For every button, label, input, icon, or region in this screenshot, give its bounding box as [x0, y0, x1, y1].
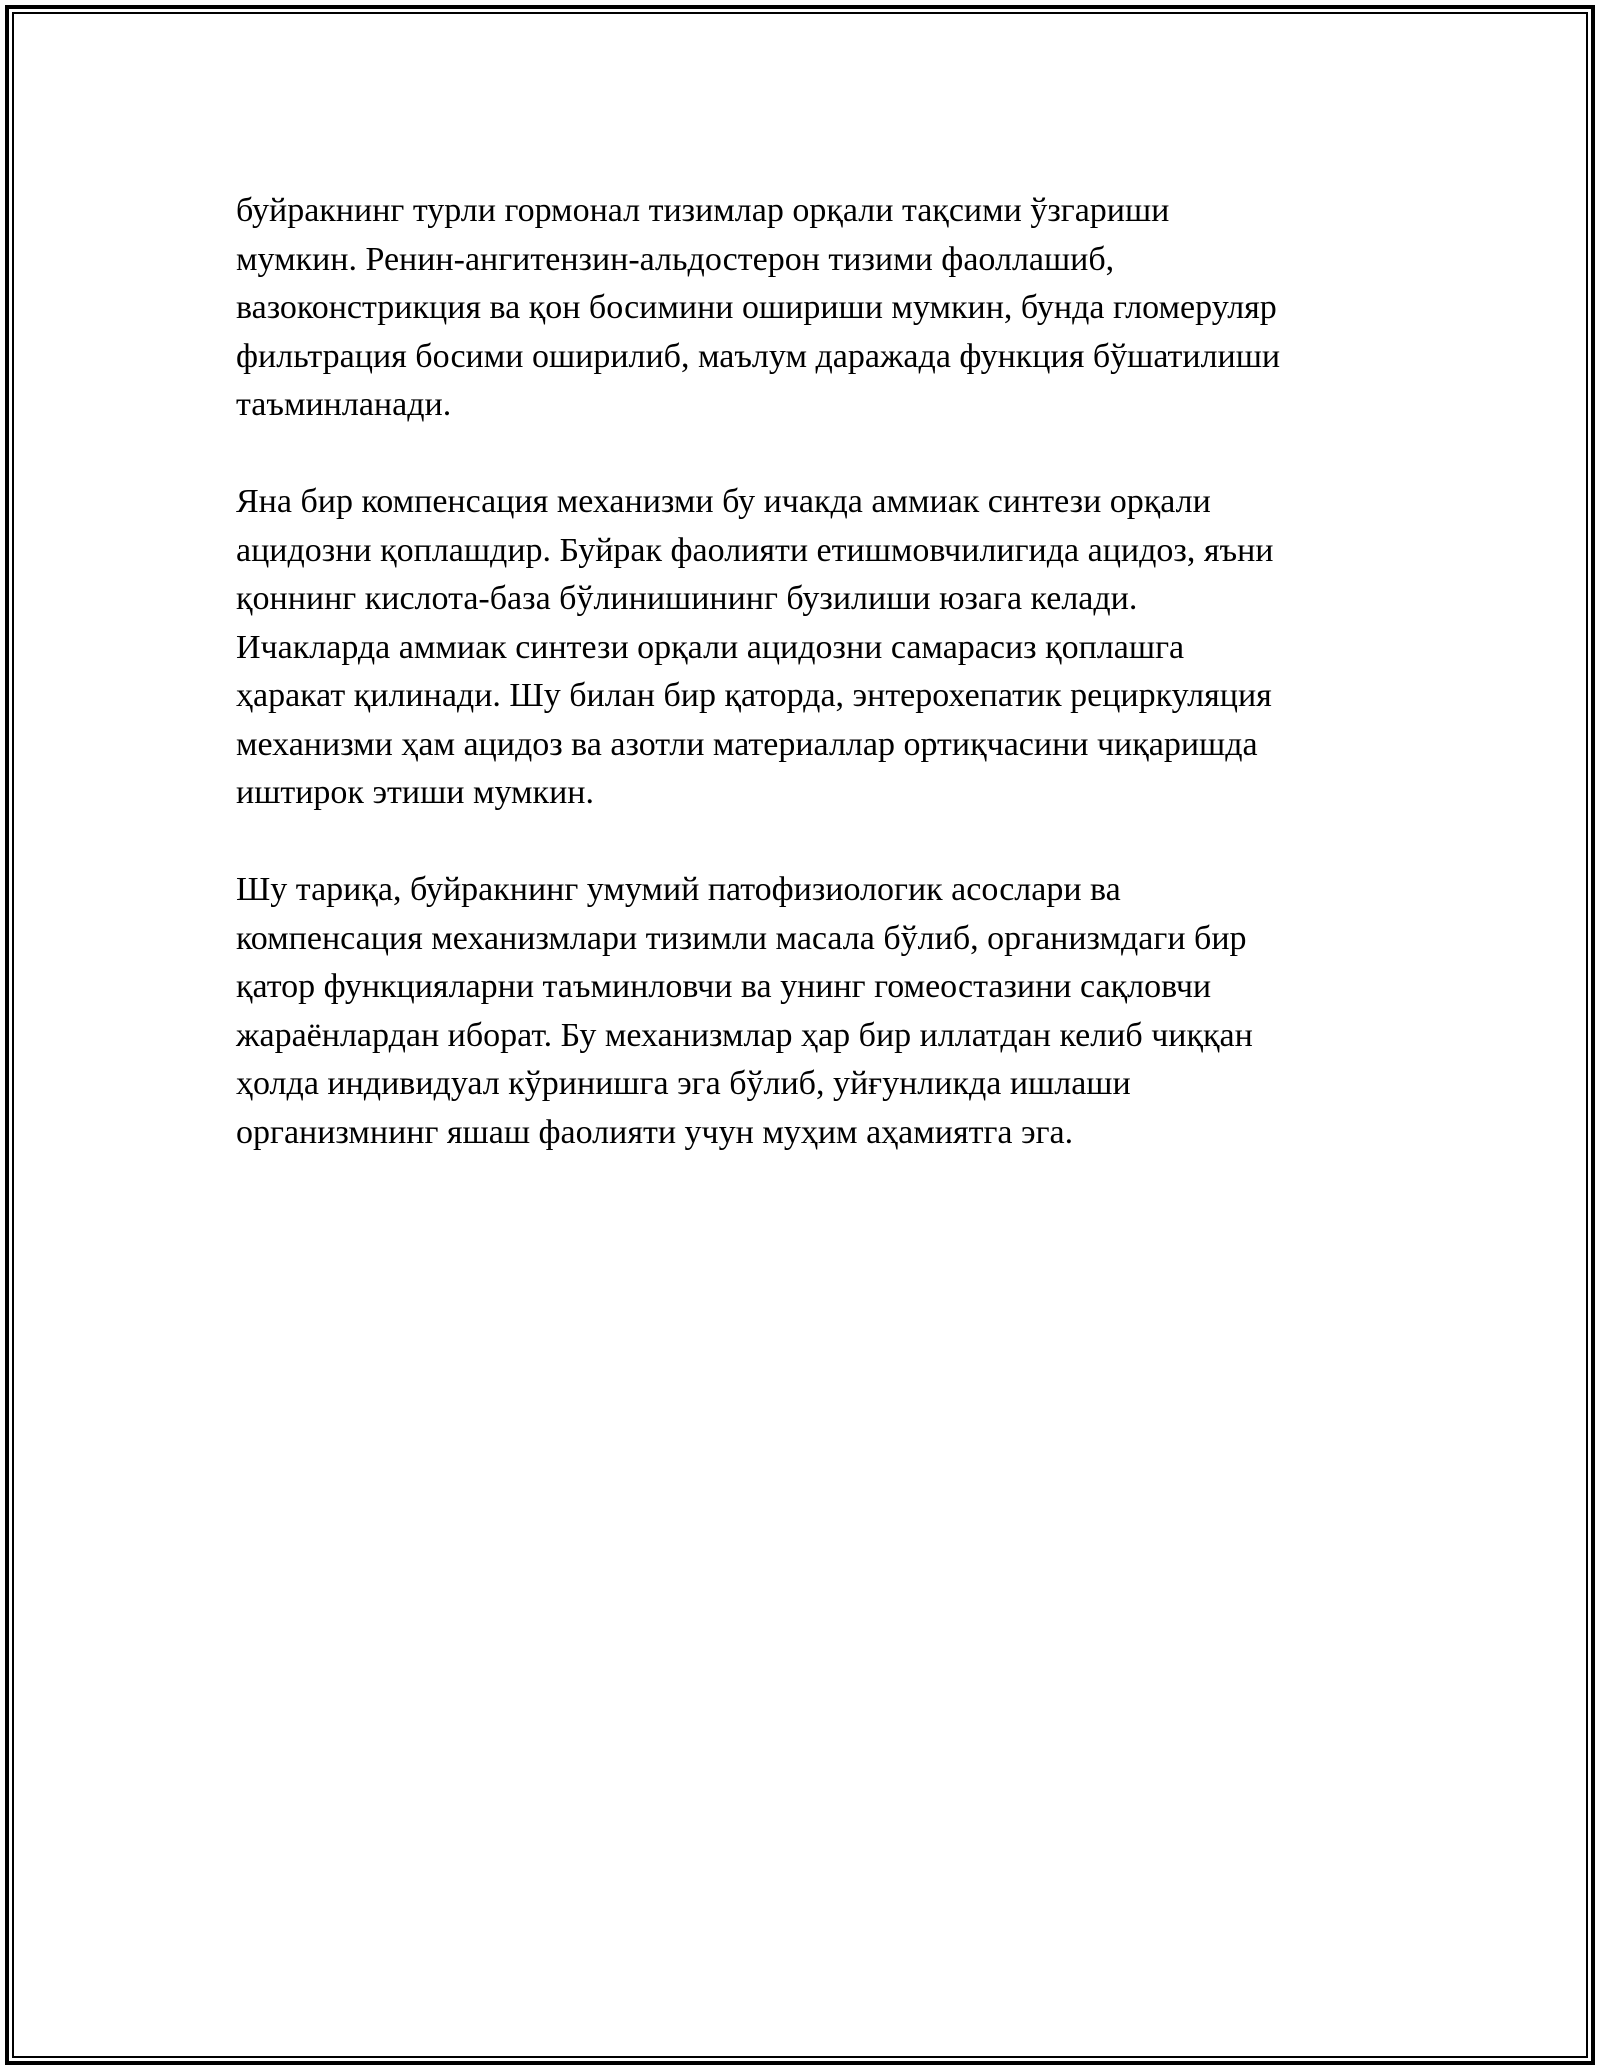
paragraph-1: [236, 187, 1396, 430]
text-line: ацидозни қоплашдир. Буйрак фаолияти етишмовчилигида ацидоз, яъни: [236, 531, 1274, 569]
text-line: Ичакларда аммиак синтези орқали ацидозни самарасиз қоплашга: [236, 628, 1185, 666]
text-line: мумкин. Ренин-ангитензин-альдостерон тизими фаоллашиб,: [236, 240, 1115, 278]
text-line: Шу тариқа, буйракнинг умумий патофизиологик асослари ва: [236, 871, 1121, 908]
text-line: вазоконстрикция ва қон босимини ошириши мумкин, бунда гломеруляр: [236, 289, 1277, 326]
paragraph-3: [236, 866, 1396, 1157]
paragraph-2: [236, 478, 1396, 818]
text-line: таъминланади.: [236, 386, 452, 423]
text-line: жараёнлардан иборат. Бу механизмлар ҳар бир иллатдан келиб чиққан: [236, 1016, 1253, 1054]
text-line: фильтрация босими оширилиб, маълум даражада функция бўшатилиши: [236, 337, 1281, 375]
text-line: иштирок этиши мумкин.: [236, 774, 594, 811]
text-line: ҳаракат қилинади. Шу билан бир қаторда, энтерохепатик рециркуляция: [236, 677, 1272, 714]
text-line: қатор функцияларни таъминловчи ва унинг гомеостазини сақловчи: [236, 968, 1212, 1005]
text-line: буйракнинг турли гормонал тизимлар орқали тақсими ўзгариши: [236, 192, 1170, 229]
text-line: қоннинг кислота-база бўлинишининг бузилиши юзага келади.: [236, 580, 1138, 617]
text-line: Яна бир компенсация механизми бу ичакда аммиак синтези орқали: [236, 483, 1211, 520]
text-line: организмнинг яшаш фаолияти учун муҳим аҳамиятга эга.: [236, 1113, 1074, 1151]
text-line: механизми ҳам ацидоз ва азотли материаллар ортиқчасини чиқаришда: [236, 725, 1258, 763]
document-body: [236, 187, 1396, 1206]
text-line: ҳолда индивидуал кўринишга эга бўлиб, уйғунликда ишлаши: [236, 1065, 1131, 1102]
text-line: компенсация механизмлари тизимли масала бўлиб, организмдаги бир: [236, 919, 1247, 957]
